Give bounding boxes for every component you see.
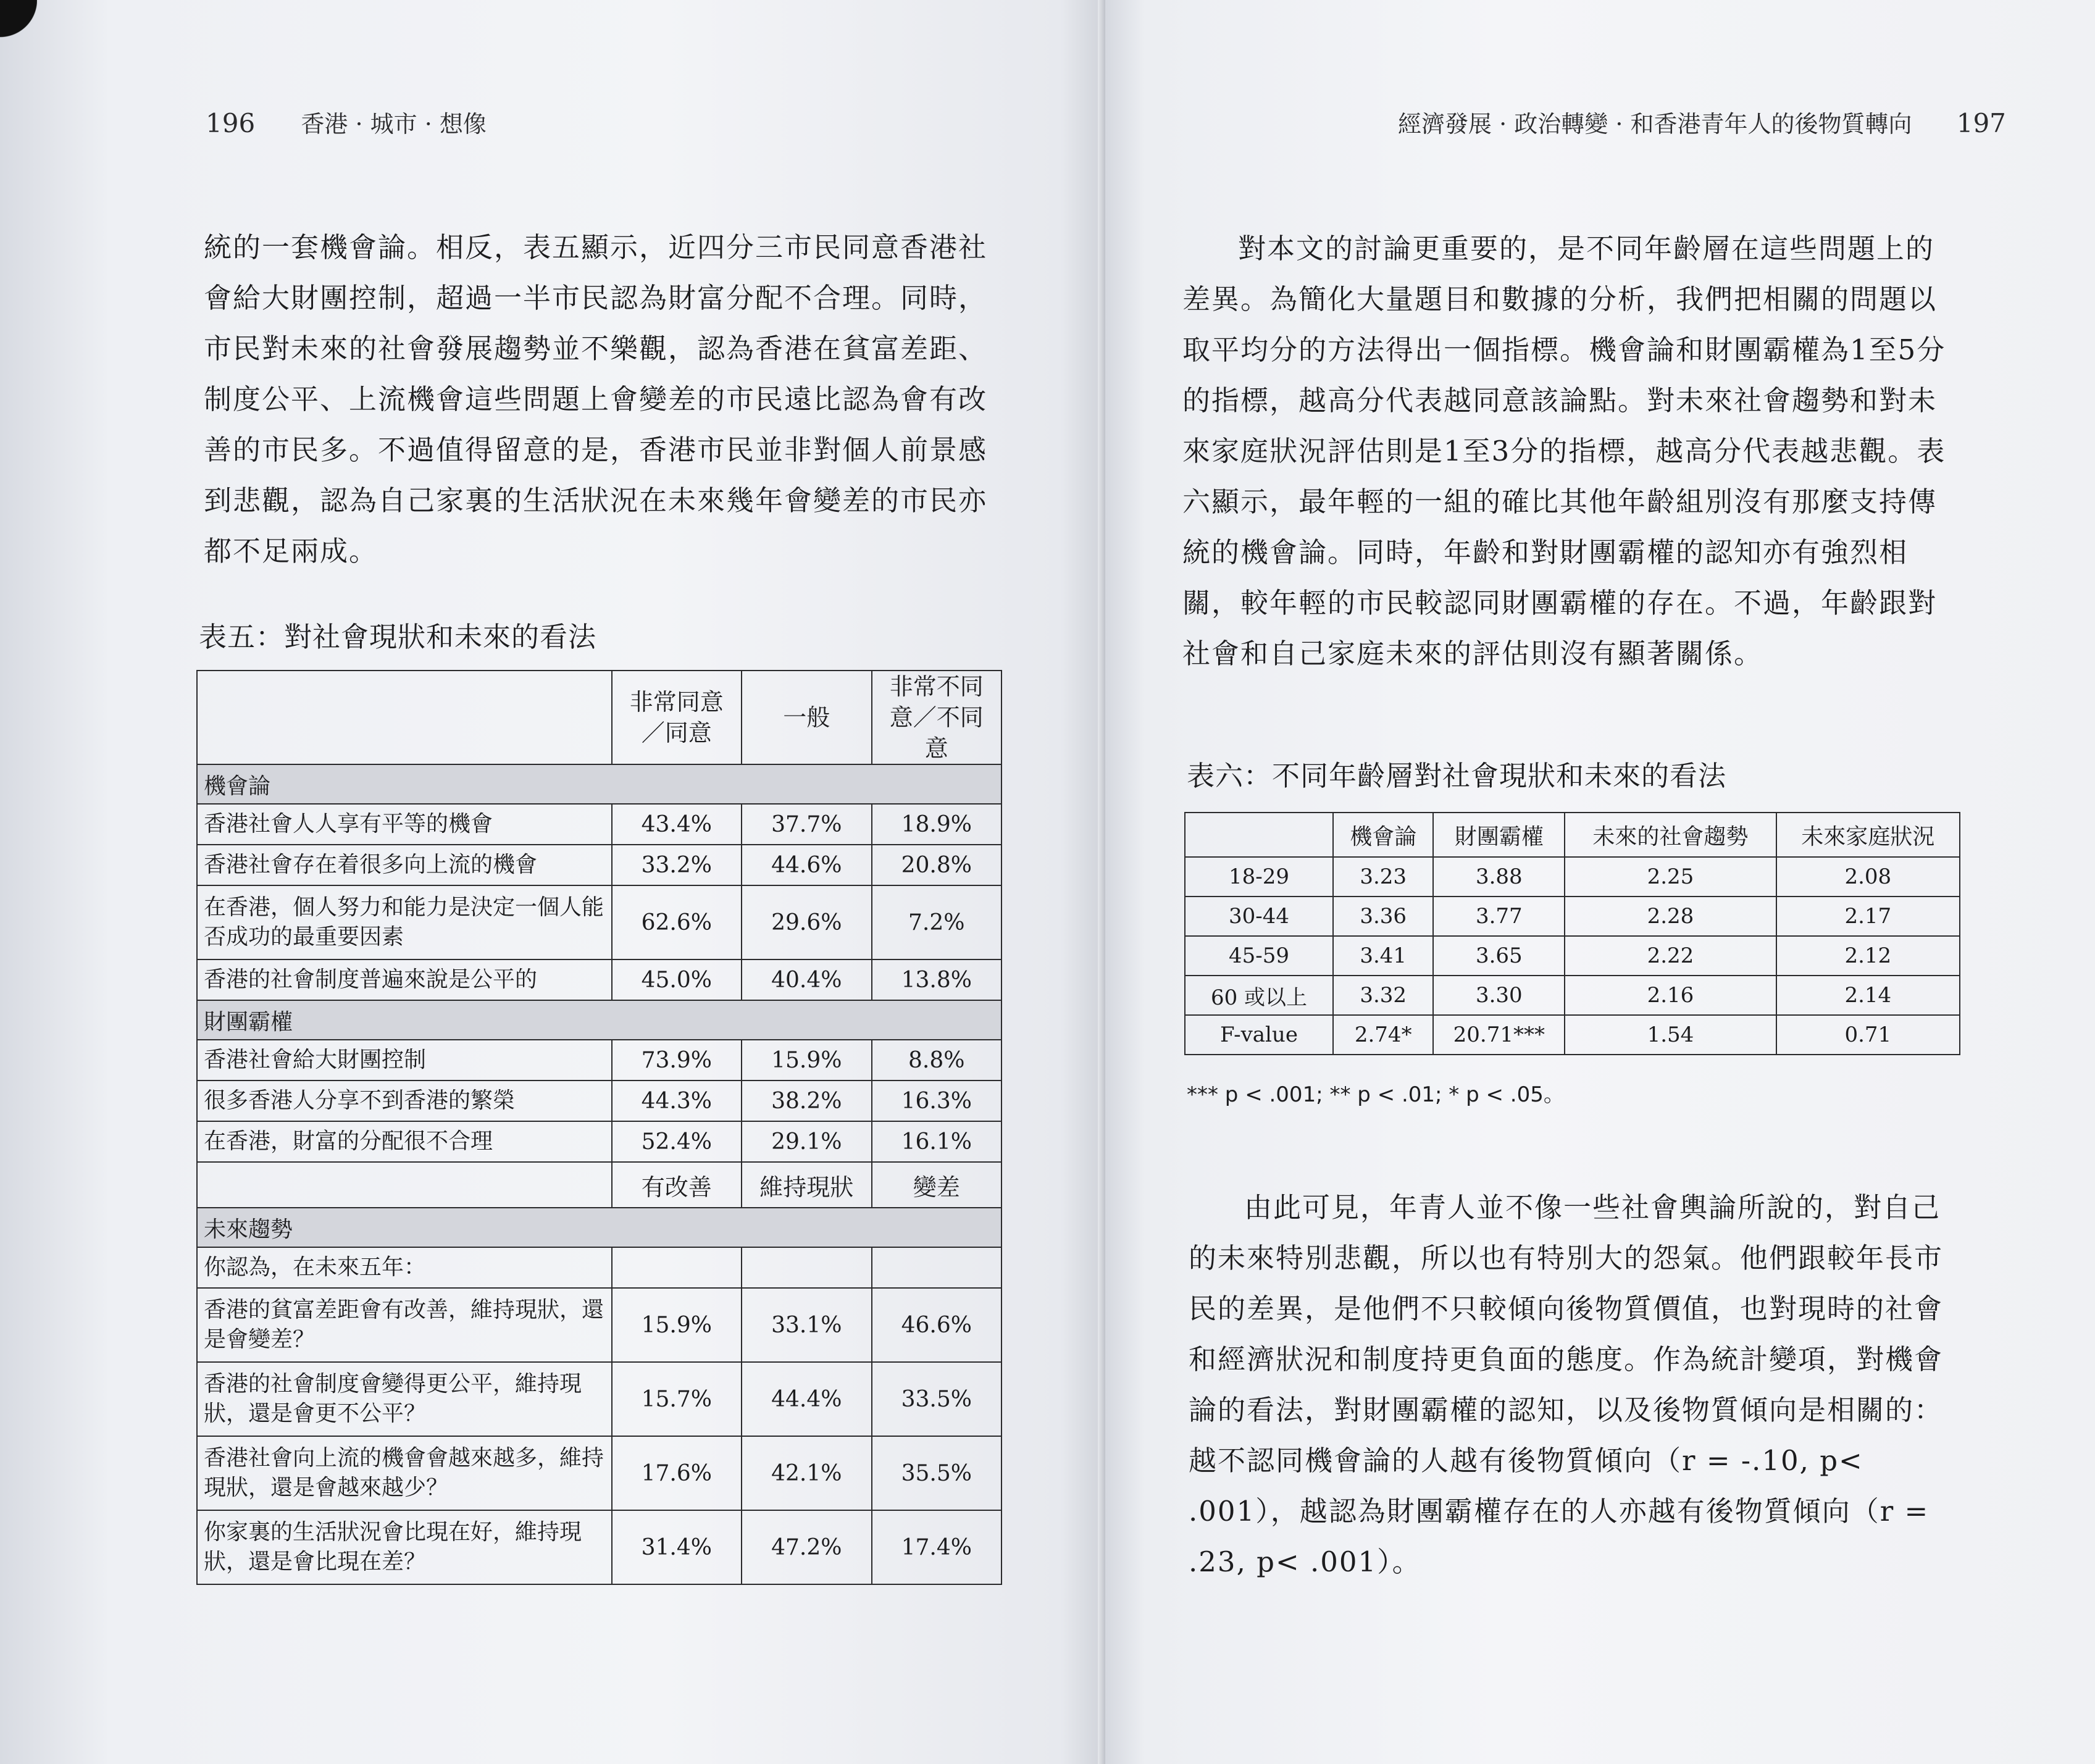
- table-cell: 2.28: [1565, 897, 1776, 936]
- row-label: 在香港，個人努力和能力是決定一個人能否成功的最重要因素: [197, 885, 612, 959]
- table-cell: 47.2%: [742, 1510, 871, 1584]
- right-running-header: 經濟發展 · 政治轉變 · 和香港青年人的後物質轉向 197: [1398, 108, 2006, 138]
- table-cell: 15.9%: [742, 1040, 871, 1081]
- table-cell: 42.1%: [742, 1436, 871, 1510]
- table-row: [197, 959, 1002, 1000]
- section-row: 機會論: [197, 764, 1002, 804]
- header-cell: [197, 671, 612, 764]
- row-label: 45-59: [1185, 936, 1333, 976]
- text-line: 統的一套機會論。相反，表五顯示，近四分三市民同意香港社: [204, 231, 988, 264]
- table-cell: 17.6%: [612, 1436, 742, 1510]
- table-cell: 29.1%: [742, 1121, 871, 1162]
- header-cell: 變差: [872, 1162, 1002, 1208]
- table6-caption: 表六：不同年齡層對社會現狀和未來的看法: [1187, 759, 1727, 792]
- table-subheader-row: [197, 1162, 1002, 1208]
- header-part: 想像: [439, 111, 487, 138]
- table-row: [197, 1040, 1002, 1081]
- table-cell: 3.41: [1333, 936, 1433, 976]
- table-cell: 2.22: [1565, 936, 1776, 976]
- table-row: [197, 1362, 1002, 1436]
- right-body-paragraph-1: 對本文的討論更重要的，是不同年齡層在這些問題上的差異。為簡化大量題目和數據的分析，我們把相關的問題以取平均分的方法得出一個指標。機會論和財團霸權為1至5分的指標，越高分代表越同意該論點。對未來社會趨勢和對未來家庭狀況評估則是1至3分的指標，越高分代表越悲觀。表六顯示，最年輕的一組的確比其他年齡組別沒有那麼支持傳統的機會論。同時，年齡和對財團霸權的認知亦有強烈相關，較年輕的市民較認同財團霸權的存在。不過，年齡跟對社會和自己家庭未來的評估則沒有顯著關係。: [1182, 232, 1946, 670]
- table6: [1184, 812, 1960, 1055]
- table-row: [197, 1247, 1002, 1288]
- table-cell: 3.23: [1333, 857, 1433, 897]
- table-cell: 20.71***: [1433, 1015, 1565, 1055]
- table-row: [197, 1510, 1002, 1584]
- table-cell: 3.32: [1333, 976, 1433, 1015]
- table-row: [197, 1436, 1002, 1510]
- table-cell: 16.1%: [872, 1121, 1002, 1162]
- table-cell: 17.4%: [872, 1510, 1002, 1584]
- table-cell: 43.4%: [612, 804, 742, 845]
- table-cell: 33.5%: [872, 1362, 1002, 1436]
- header-cell: 未來家庭狀況: [1776, 813, 1960, 857]
- table-cell: 2.74*: [1333, 1015, 1433, 1055]
- table-cell: 20.8%: [872, 845, 1002, 885]
- table-cell: 3.77: [1433, 897, 1565, 936]
- header-cell: 維持現狀: [742, 1162, 871, 1208]
- header-part: 城市: [370, 111, 417, 138]
- row-label: 很多香港人分享不到香港的繁榮: [197, 1081, 612, 1121]
- table-cell: 2.08: [1776, 857, 1960, 897]
- table-cell: 15.7%: [612, 1362, 742, 1436]
- left-running-header: 196 香港 · 城市 · 想像: [206, 108, 487, 138]
- table-cell: 7.2%: [872, 885, 1002, 959]
- row-label: 30-44: [1185, 897, 1333, 936]
- table-cell: 3.88: [1433, 857, 1565, 897]
- table-row: [1185, 976, 1960, 1015]
- table-cell: 1.54: [1565, 1015, 1776, 1055]
- left-page-number: 196: [206, 108, 256, 138]
- table-cell: 62.6%: [612, 885, 742, 959]
- header-cell: 機會論: [1333, 813, 1433, 857]
- table-row: [197, 804, 1002, 845]
- header-part: 政治轉變: [1514, 111, 1608, 138]
- row-label: 60 或以上: [1185, 976, 1333, 1015]
- table-cell: 31.4%: [612, 1510, 742, 1584]
- table-cell: 0.71: [1776, 1015, 1960, 1055]
- table-cell: 3.30: [1433, 976, 1565, 1015]
- table-row: [197, 1288, 1002, 1362]
- table-cell: 3.36: [1333, 897, 1433, 936]
- table-cell: 33.1%: [742, 1288, 871, 1362]
- row-label: 你認為，在未來五年：: [197, 1247, 612, 1288]
- row-label: 你家裏的生活狀況會比現在好，維持現狀，還是會比現在差？: [197, 1510, 612, 1584]
- header-part: 香港: [301, 111, 348, 138]
- row-label: 香港的社會制度普遍來說是公平的: [197, 959, 612, 1000]
- table-row: [197, 1081, 1002, 1121]
- header-cell: 有改善: [612, 1162, 742, 1208]
- table-row: [1185, 936, 1960, 976]
- table-cell: 2.12: [1776, 936, 1960, 976]
- page-shadow: [0, 0, 37, 56]
- table-cell: 16.3%: [872, 1081, 1002, 1121]
- header-cell: 財團霸權: [1433, 813, 1565, 857]
- row-label: 香港的社會制度會變得更公平，維持現狀，還是會更不公平？: [197, 1362, 612, 1436]
- row-label: F-value: [1185, 1015, 1333, 1055]
- table-cell: 44.3%: [612, 1081, 742, 1121]
- table-cell: 52.4%: [612, 1121, 742, 1162]
- table-cell: 35.5%: [872, 1436, 1002, 1510]
- table6-significance-note: *** p < .001; ** p < .01; * p < .05。: [1187, 1082, 1565, 1107]
- header-cell: 一般: [742, 671, 871, 764]
- table-row: [1185, 857, 1960, 897]
- section-row: 財團霸權: [197, 1000, 1002, 1040]
- table-cell: 2.25: [1565, 857, 1776, 897]
- table-cell: 29.6%: [742, 885, 871, 959]
- row-label: 在香港，財富的分配很不合理: [197, 1121, 612, 1162]
- row-label: 18-29: [1185, 857, 1333, 897]
- text-line: 都不足兩成。: [204, 535, 378, 567]
- header-part: 和香港青年人的後物質轉向: [1630, 111, 1912, 138]
- table-row: [197, 1121, 1002, 1162]
- table-cell: 2.17: [1776, 897, 1960, 936]
- header-cell: 未來的社會趨勢: [1565, 813, 1776, 857]
- table-cell: 46.6%: [872, 1288, 1002, 1362]
- table-header-row: [1185, 813, 1960, 857]
- table-cell: 2.16: [1565, 976, 1776, 1015]
- table-cell: 3.65: [1433, 936, 1565, 976]
- table-cell: 33.2%: [612, 845, 742, 885]
- text-line: 會給大財團控制，超過一半市民認為財富分配不合理。同時，: [204, 282, 988, 314]
- table-cell: 2.14: [1776, 976, 1960, 1015]
- text-line: 到悲觀，認為自己家裏的生活狀況在未來幾年會變差的市民亦: [204, 484, 988, 517]
- table-cell: 38.2%: [742, 1081, 871, 1121]
- table-cell: 15.9%: [612, 1288, 742, 1362]
- table-row: [197, 845, 1002, 885]
- table-row: [197, 885, 1002, 959]
- header-part: 經濟發展: [1398, 111, 1492, 138]
- table-row: [1185, 897, 1960, 936]
- left-body-paragraph: [204, 222, 1013, 577]
- table-cell: 13.8%: [872, 959, 1002, 1000]
- right-body-paragraph-2: 由此可見，年青人並不像一些社會輿論所說的，對自己的未來特別悲觀，所以也有特別大的怨氣。他們跟較年長市民的差異，是他們不只較傾向後物質價值，也對現時的社會和經濟狀況和制度持更負面的態度。作為統計變項，對機會論的看法，對財團霸權的認知，以及後物質傾向是相關的：越不認同機會論的人越有後物質傾向（r = -.10, p< .001），越認為財團霸權存在的人亦越有後物質傾向（r = .23, p< .001）。: [1189, 1191, 1944, 1578]
- row-label: 香港社會給大財團控制: [197, 1040, 612, 1081]
- table-cell: 37.7%: [742, 804, 871, 845]
- table-row: [1185, 1015, 1960, 1055]
- row-label: 香港的貧富差距會有改善，維持現狀，還是會變差？: [197, 1288, 612, 1362]
- text-line: 善的市民多。不過值得留意的是，香港市民並非對個人前景感: [204, 433, 988, 466]
- table5: [196, 670, 1002, 1585]
- text-line: 市民對未來的社會發展趨勢並不樂觀，認為香港在貧富差距、: [204, 332, 988, 365]
- header-cell: [197, 1162, 612, 1208]
- row-label: 香港社會向上流的機會會越來越多，維持現狀，還是會越來越少？: [197, 1436, 612, 1510]
- table-header-row: [197, 671, 1002, 764]
- section-row: 未來趨勢: [197, 1208, 1002, 1247]
- table-cell: 18.9%: [872, 804, 1002, 845]
- table-cell: 73.9%: [612, 1040, 742, 1081]
- table-cell: 40.4%: [742, 959, 871, 1000]
- header-cell: 非常同意／同意: [612, 671, 742, 764]
- header-cell: 非常不同意／不同意: [872, 671, 1002, 764]
- table-cell: 8.8%: [872, 1040, 1002, 1081]
- text-line: 制度公平、上流機會這些問題上會變差的市民遠比認為會有改: [204, 383, 988, 416]
- right-page-number: 197: [1956, 108, 2006, 138]
- header-cell: [1185, 813, 1333, 857]
- table5-caption: 表五：對社會現狀和未來的看法: [199, 621, 597, 653]
- table-cell: 45.0%: [612, 959, 742, 1000]
- row-label: 香港社會人人享有平等的機會: [197, 804, 612, 845]
- table-cell: 44.4%: [742, 1362, 871, 1436]
- row-label: 香港社會存在着很多向上流的機會: [197, 845, 612, 885]
- table-cell: 44.6%: [742, 845, 871, 885]
